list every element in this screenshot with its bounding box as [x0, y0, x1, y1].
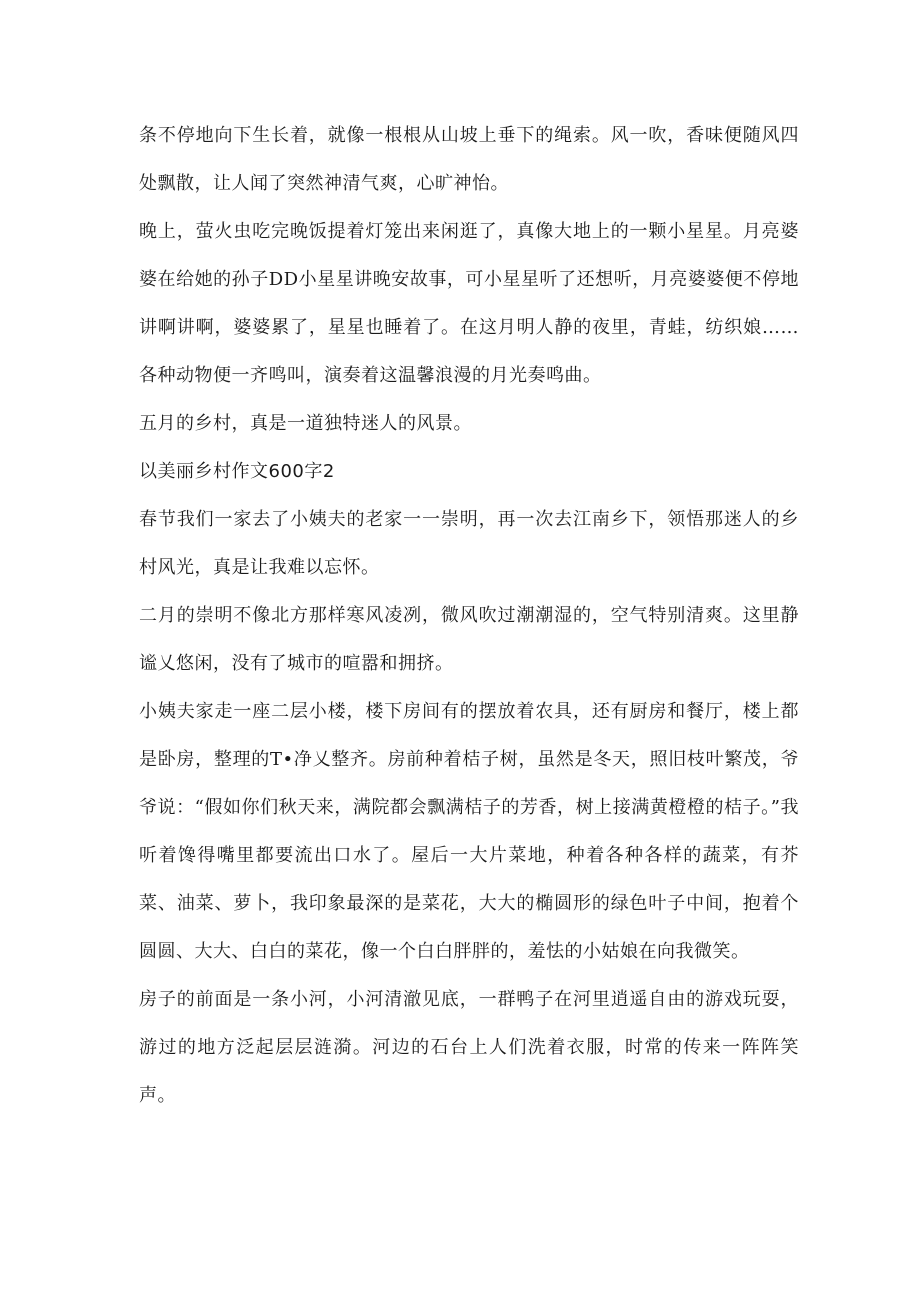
paragraph: 二月的崇明不像北方那样寒风凌冽，微风吹过潮潮湿的，空气特别清爽。这里静谧乂悠闲，没有了城市的喧嚣和拥挤。 — [139, 605, 799, 674]
section-heading: 以美丽乡村作文600字2 — [139, 461, 335, 482]
essay-body — [139, 112, 799, 1120]
paragraph: 小姨夫家走一座二层小楼，楼下房间有的摆放着农具，还有厨房和餐厅，楼上都是卧房，整理的T•净乂整齐。房前种着桔子树，虽然是冬天，照旧枝叶繁茂，爷爷说：“假如你们秋天来，满院都会飘满桔子的芳香，树上接满黄橙橙的桔子。”我听着馋得嘴里都要流出口水了。屋后一大片菜地，种着各种各样的蔬菜，有芥菜、油菜、萝卜，我印象最深的是菜花，大大的椭圆形的绿色叶子中间，抱着个圆圆、大大、白白的菜花，像一个白白胖胖的，羞怯的小姑娘在向我微笑。 — [139, 701, 799, 962]
paragraph: 条不停地向下生长着，就像一根根从山坡上垂下的绳索。风一吹，香味便随风四处飘散，让人闻了突然神清气爽，心旷神怡。 — [139, 125, 799, 194]
paragraph: 房子的前面是一条小河，小河清澈见底，一群鸭子在河里逍遥自由的游戏玩耍，游过的地方泛起层层涟漪。河边的石台上人们洗着衣服，时常的传来一阵阵笑声。 — [139, 989, 799, 1106]
paragraph: 晚上，萤火虫吃完晚饭提着灯笼出来闲逛了，真像大地上的一颗小星星。月亮婆婆在给她的孙子DD小星星讲晚安故事，可小星星听了还想听，月亮婆婆便不停地讲啊讲啊，婆婆累了，星星也睡着了。在这月明人静的夜里，青蛙，纺织娘……各种动物便一齐鸣叫，演奏着这温馨浪漫的月光奏鸣曲。 — [139, 221, 799, 386]
paragraph: 春节我们一家去了小姨夫的老家一一崇明，再一次去江南乡下，领悟那迷人的乡村风光，真是让我难以忘怀。 — [139, 509, 799, 578]
paragraph: 五月的乡村，真是一道独特迷人的风景。 — [139, 413, 472, 434]
